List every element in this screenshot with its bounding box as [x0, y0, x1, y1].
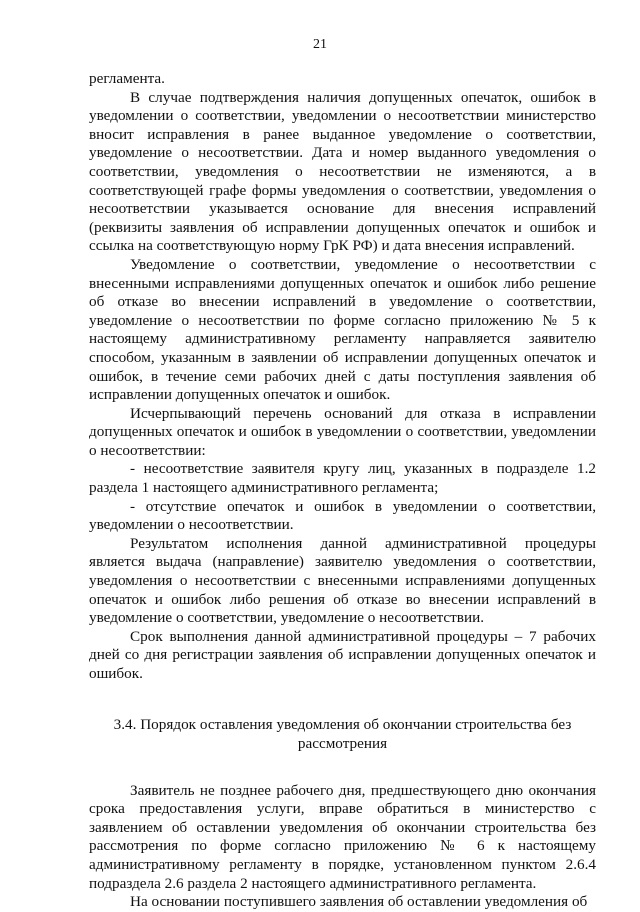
- section-heading-line-1: 3.4. Порядок оставления уведомления об окончании строительства без: [113, 715, 572, 733]
- list-item-refusal-ground-2: - отсутствие опечаток и ошибок в уведомлении о соответствии, уведомлении о несоответствии.: [89, 497, 596, 534]
- list-item-refusal-ground-1: - несоответствие заявителя кругу лиц, указанных в подразделе 1.2 раздела 1 настоящего административного регламента;: [89, 460, 596, 497]
- section-heading-line-2: рассмотрения: [297, 734, 388, 752]
- paragraph-procedure-result: Результатом исполнения данной административной процедуры является выдача (направление) заявителю уведомления о соответствии, уведомления о несоответствии с внесенными исправлениями допущенных опечаток и ошибок либо решения об отказе во внесении исправлений в уведомление о соответствии, уведомление о несоответствии.: [89, 534, 596, 627]
- paragraph-corrected-notice-delivery: Уведомление о соответствии, уведомление о несоответствии с внесенными исправлениями допущенных опечаток и ошибок либо решение об отказе во внесении исправлений в уведомление о соответствии, уведомление о несоответствии по форме согласно приложению № 5 к настоящему административному регламенту направляется заявителю способом, указанным в заявлении об исправлении допущенных опечаток и ошибок, в течение семи рабочих дней с даты поступления заявления об исправлении допущенных опечаток и ошибок.: [89, 255, 596, 404]
- paragraph-procedure-term: Срок выполнения данной административной процедуры – 7 рабочих дней со дня регистрации заявления об исправлении допущенных опечаток и ошибок.: [89, 627, 596, 682]
- page-number: 21: [313, 37, 327, 52]
- section-heading: [89, 715, 596, 753]
- paragraph-incoming-application: На основании поступившего заявления об оставлении уведомления об: [130, 893, 588, 911]
- paragraph-refusal-grounds-intro: Исчерпывающий перечень оснований для отказа в исправлении допущенных опечаток и ошибок в уведомлении о соответствии, уведомлении о несоответствии:: [89, 404, 596, 459]
- paragraph-applicant-request: Заявитель не позднее рабочего дня, предшествующего дню окончания срока предоставления услуги, вправе обратиться в министерство с заявлением об оставлении уведомления об окончании строительства без рассмотрения по форме согласно приложению № 6 к настоящему административному регламенту в порядке, установленном пунктом 2.6.4 подраздела 2.6 раздела 2 настоящего административного регламента.: [89, 781, 596, 892]
- paragraph-corrections-confirmed: В случае подтверждения наличия допущенных опечаток, ошибок в уведомлении о соответствии, уведомлении о несоответствии министерство вносит исправления в ранее выданное уведомление о соответствии, уведомление о несоответствии. Дата и номер выданного уведомления о соответствии, уведомления о несоответствии не изменяются, а в соответствующей графе формы уведомления о соответствии, уведомления о несоответствии указывается основание для внесения исправлений (реквизиты заявления об исправлении допущенных опечаток и ошибок и ссылка на соответствующую норму ГрК РФ) и дата внесения исправлений.: [89, 88, 596, 255]
- document-body: [89, 70, 596, 912]
- paragraph-continuation: регламента.: [89, 70, 165, 87]
